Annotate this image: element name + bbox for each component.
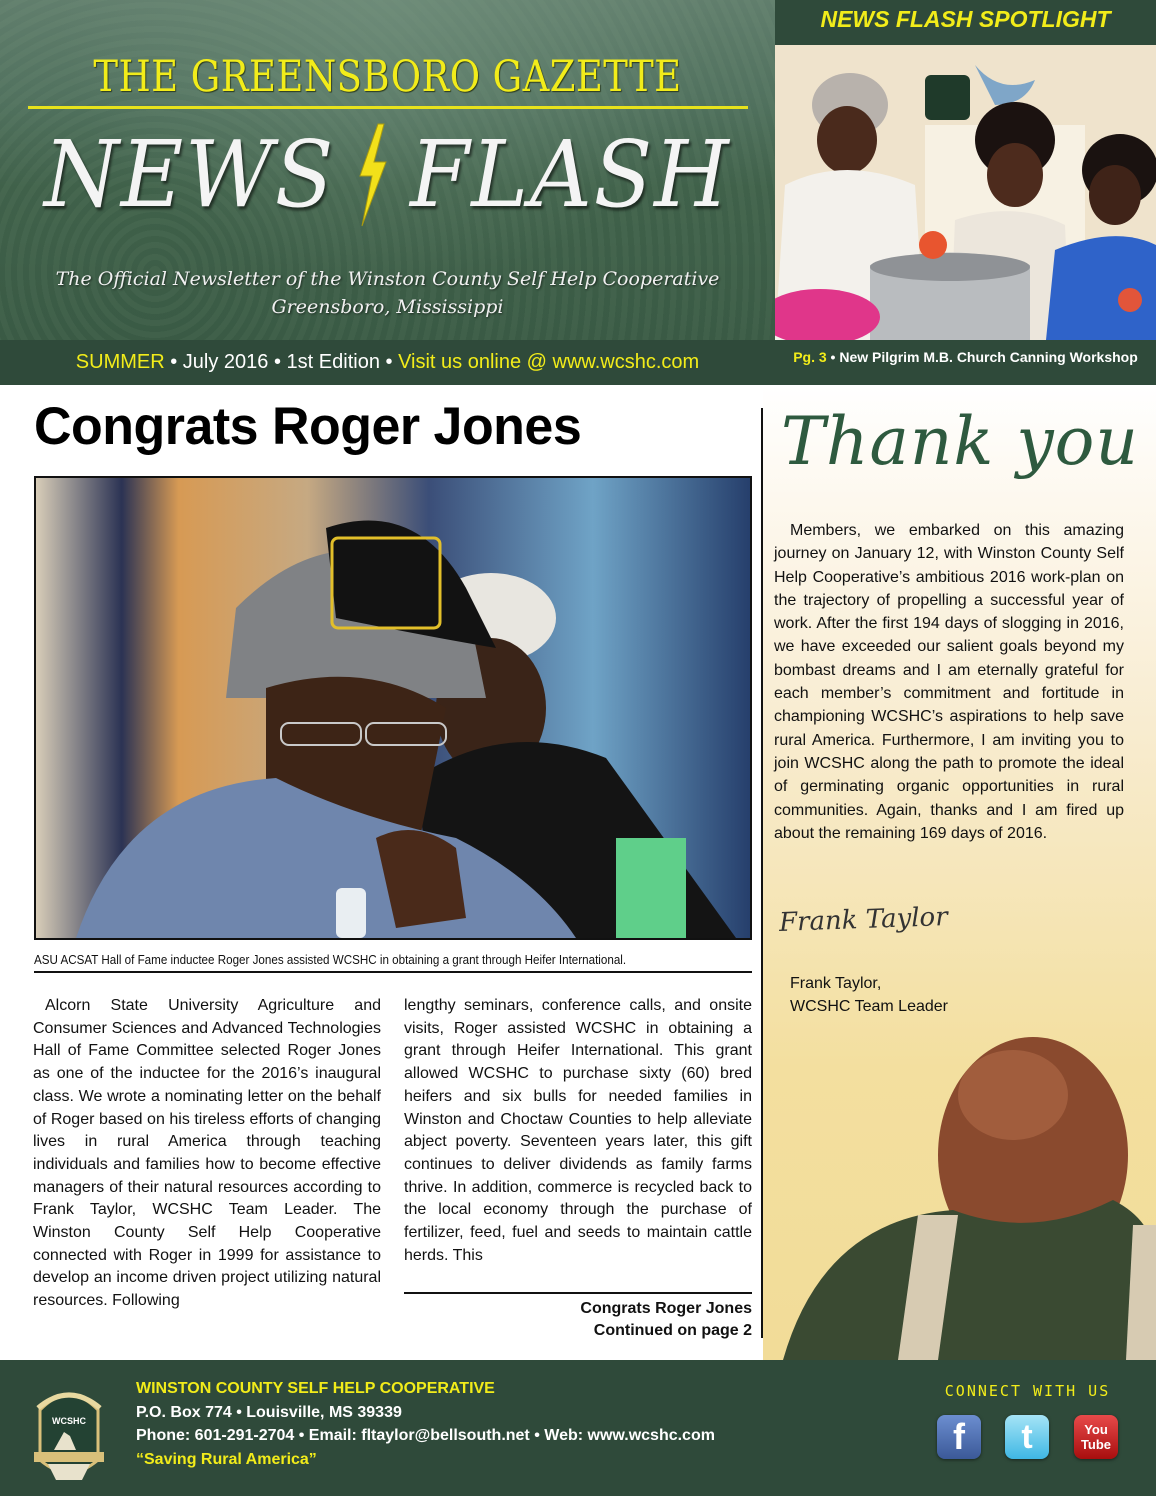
article-photo — [34, 476, 752, 940]
spotlight-caption-text: New Pilgrim M.B. Church Canning Workshop — [839, 349, 1138, 365]
signer-title: WCSHC Team Leader — [790, 998, 948, 1015]
article-column-2: lengthy seminars, conference calls, and onsite visits, Roger assisted WCSHC in obtaining a grant through Heifer International. This grant allowed WCSHC to purchase sixty (60) bred heifers and six bulls for needed families in Winston and Choctaw Counties to help alleviate abject poverty. Seventeen years later, this gift continues to deliver dividends as family farms thrive. In addition, commerce is recycled back to the local economy through the purchase of fertilizer, feed, fuel and seeds to maintain cattle herds. This — [404, 997, 752, 1264]
title-rule — [28, 106, 748, 109]
facebook-button[interactable] — [937, 1415, 981, 1459]
article-headline: Congrats Roger Jones — [34, 397, 582, 456]
thank-you-body — [774, 519, 1124, 845]
footer — [0, 1360, 1156, 1496]
subtitle-line-2: Greensboro, Mississippi — [271, 296, 504, 318]
roger-jones-image — [36, 478, 750, 938]
org-slogan: “Saving Rural America” — [136, 1450, 317, 1468]
twitter-icon: t — [1021, 1417, 1033, 1456]
spotlight-title: NEWS FLASH SPOTLIGHT — [820, 6, 1111, 32]
separator: • — [826, 349, 840, 365]
org-name: WINSTON COUNTY SELF HELP COOPERATIVE — [136, 1380, 495, 1397]
canning-workshop-image — [775, 45, 1156, 340]
signer-block — [790, 972, 948, 1018]
masthead — [0, 0, 775, 340]
continued-page: Continued on page 2 — [593, 1322, 752, 1339]
separator: • — [164, 351, 183, 373]
edition-date: July 2016 — [182, 351, 269, 373]
caption-rule — [34, 971, 752, 973]
youtube-button[interactable] — [1074, 1415, 1118, 1459]
separator: • — [379, 351, 399, 373]
website-link[interactable]: Visit us online @ www.wcshc.com — [398, 351, 700, 373]
facebook-icon: f — [953, 1416, 965, 1457]
thank-you-title: Thank you — [781, 403, 1139, 480]
signature: Frank Taylor — [778, 902, 949, 938]
edition-number: 1st Edition — [286, 351, 380, 373]
connect-label: CONNECT WITH US — [944, 1382, 1111, 1400]
thank-you-text: Members, we embarked on this amazing journey on January 12, with Winston County Self Help Cooperative’s ambitious 2016 work-plan on the trajectory of propelling a successful year of work. After the first 194 days of slogging in 2016, we have exceeded our salient goals beyond my bombast dreams and I am eternally grateful for each member’s commitment and fortitude in championing WCSHC’s aspirations to help save rural America. Furthermore, I am inviting you to join WCSHC along the path to promote the ideal of germinating organic opportunities in rural communities. Again, thanks and I am fired up about the remaining 169 days of 2016. — [774, 522, 1124, 842]
gazette-title: THE GREENSBORO GAZETTE — [93, 52, 682, 102]
masthead-subtitle — [0, 265, 775, 321]
wcshc-logo-icon — [34, 1380, 104, 1486]
spotlight-photo — [775, 45, 1156, 340]
thank-you-sidebar — [763, 385, 1156, 1360]
logo-news: NEWS — [43, 121, 335, 228]
subtitle-line-1: The Official Newsletter of the Winston County Self Help Cooperative — [55, 268, 720, 290]
photo-caption: ASU ACSAT Hall of Fame inductee Roger Jones assisted WCSHC in obtaining a grant through Heifer International. — [34, 953, 627, 967]
separator: • — [268, 351, 287, 373]
svg-text:WCSHC: WCSHC — [52, 1416, 86, 1426]
signer-name: Frank Taylor, — [790, 975, 882, 992]
continued-link[interactable] — [404, 1298, 752, 1342]
edition-season: SUMMER — [75, 351, 165, 373]
spotlight-caption[interactable] — [775, 349, 1156, 365]
org-contact[interactable]: Phone: 601-291-2704 • Email: fltaylor@bellsouth.net • Web: www.wcshc.com — [136, 1427, 715, 1444]
frank-taylor-photo — [763, 1025, 1156, 1360]
edition-bar — [0, 340, 775, 385]
continued-title: Congrats Roger Jones — [580, 1300, 752, 1317]
spotlight-panel — [775, 0, 1156, 385]
continued-rule — [404, 1292, 752, 1294]
logo-flash: FLASH — [409, 121, 731, 228]
footer-contact — [136, 1377, 715, 1471]
frank-taylor-image — [763, 1025, 1156, 1360]
org-address: P.O. Box 774 • Louisville, MS 39339 — [136, 1403, 402, 1421]
twitter-button[interactable] — [1005, 1415, 1049, 1459]
article-column-1: Alcorn State University Agriculture and Consumer Sciences and Advanced Technologies Hall of Fame Committee selected Roger Jones as one of the inductee for the 2016’s inaugural class. We wrote a nominating letter on the behalf of Roger based on his tireless efforts of changing lives in rural America through teaching individuals and families how to become effective managers of their natural resources according to Frank Taylor, WCSHC Team Leader. The Winston County Self Help Cooperative connected with Roger in 1999 for assistance to develop an income driven project utilizing natural resources. Following — [33, 997, 381, 1310]
spotlight-page-ref: Pg. 3 — [793, 349, 827, 365]
youtube-icon-bottom: Tube — [1080, 1437, 1112, 1452]
youtube-icon-top: You — [1084, 1422, 1108, 1437]
lightning-bolt-icon — [352, 120, 392, 230]
newsflash-logo — [0, 120, 775, 230]
